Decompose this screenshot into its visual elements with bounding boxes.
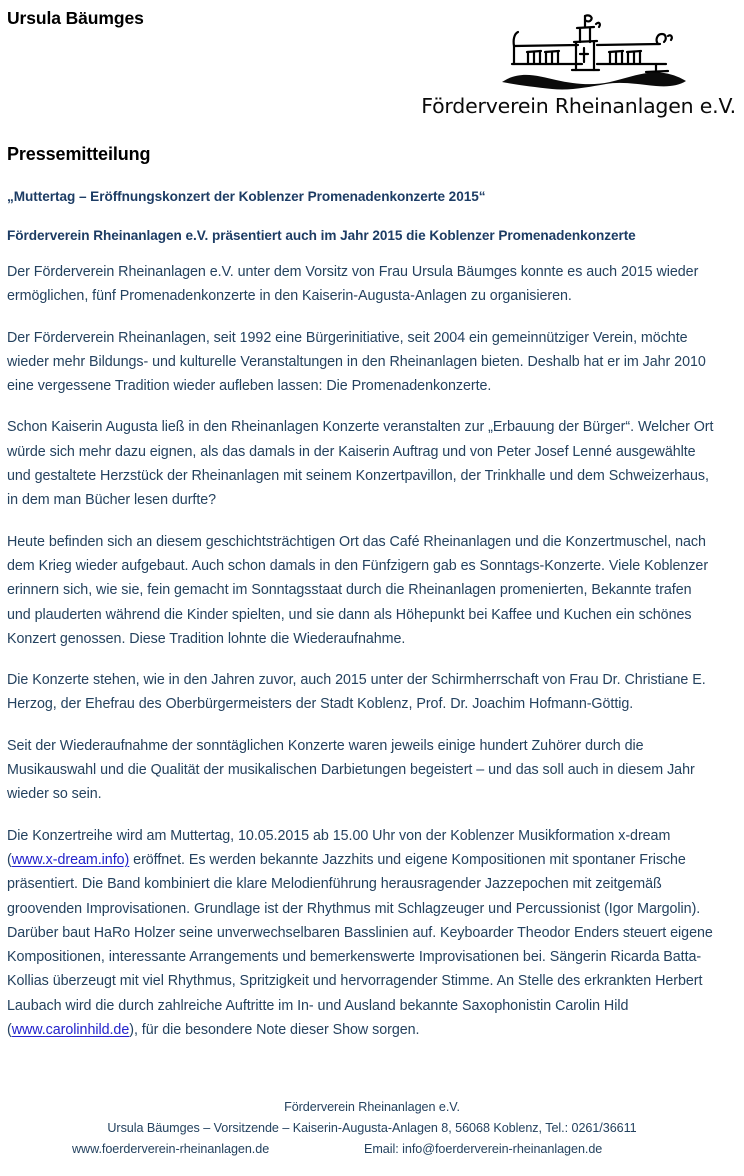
footer-address: Ursula Bäumges – Vorsitzende – Kaiserin-Augusta-Anlagen 8, 56068 Koblenz, Tel.: 0261/36611 (107, 1121, 637, 1135)
document-subtitle-lead: Förderverein Rheinanlagen e.V. präsentiert auch im Jahr 2015 die Koblenzer Promenadenkonzerte (7, 228, 636, 243)
paragraph-5: Die Konzerte stehen, wie in den Jahren zuvor, auch 2015 unter der Schirmherrschaft von Frau Dr. Christiane E. Herzog, der Ehefrau des Oberbürgermeisters der Stadt Koblenz, Prof. Dr. Joachim Hofmann-Göttig. (7, 672, 706, 713)
paragraph-1: Der Förderverein Rheinanlagen e.V. unter dem Vorsitz von Frau Ursula Bäumges konnte es auch 2015 wieder ermöglichen, fünf Promenadenkonzerte in den Kaiserin-Augusta-Anlagen zu organisieren. (7, 264, 699, 305)
paragraph-6: Seit der Wiederaufnahme der sonntäglichen Konzerte waren jeweils einige hundert Zuhörer durch die Musikauswahl und die Qualität der musikalischen Darbietungen begeistert – und das soll auch in diesem Jahr wieder so sein. (7, 737, 695, 803)
organization-wordmark: Förderverein Rheinanlagen e.V. (421, 94, 736, 118)
carolin-hild-website-link[interactable]: www.carolinhild.de (11, 1022, 130, 1039)
paragraph-3: Schon Kaiserin Augusta ließ in den Rheinanlagen Konzerte veranstalten zur „Erbauung der Bürger“. Welcher Ort würde sich mehr dazu eignen, als das damals in der Kaiserin Auftrag und von Peter Josef Lenné ausgewählte und gestaltete Herzstück der Rheinanlagen mit seinem Konzertpavillon, der Trinkhalle und dem Schweizerhaus, in dem man Bücher lesen durfte? (7, 419, 714, 509)
paragraph-7-text-before-link: Die Konzertreihe wird am Muttertag, 10.05.2015 ab 15.00 Uhr von der Koblenzer Musikformation x-dream ( (7, 827, 671, 868)
page-title: Pressemitteilung (7, 144, 151, 164)
body-copy (7, 260, 716, 1042)
letterhead (6, 6, 736, 136)
paragraph-7-text-after-link: ), für die besondere Note dieser Show sorgen. (129, 1022, 420, 1039)
paragraph-2: Der Förderverein Rheinanlagen, seit 1992 eine Bürgerinitiative, seit 2004 ein gemeinnütziger Verein, möchte wieder mehr Bildungs- und kulturelle Veranstaltungen in den Rheinanlagen bieten. Deshalb hat er im Jahr 2010 eine vergessene Tradition wieder aufleben lassen: Die Promenadenkonzerte. (7, 329, 706, 395)
paragraph-4: Heute befinden sich an diesem geschichtsträchtigen Ort das Café Rheinanlagen und die Konzertmuschel, nach dem Krieg wieder aufgebaut. Auch schon damals in den Fünfzigern gab es Sonntags-Konzerte. Viele Koblenzer erinnern sich, wie sie, fein gemacht im Sonntagsstaat durch die Rheinanlagen promenierten, Bekannte trafen und plauderten während die Kinder spielten, und sie dann als Höhepunkt bei Kaffee und Kuchen ein schönes Konzert genossen. Diese Tradition lohnte die Wiederaufnahme. (7, 533, 709, 647)
footer-organization: Förderverein Rheinanlagen e.V. (284, 1100, 460, 1114)
x-dream-website-link[interactable]: www.x-dream.info) (11, 851, 130, 868)
author-name: Ursula Bäumges (7, 8, 144, 28)
organization-logo-block (386, 12, 736, 118)
footer-email[interactable]: Email: info@foerderverein-rheinanlagen.de (364, 1142, 603, 1156)
footer-contact-row (72, 1139, 672, 1160)
river-silhouette (502, 72, 686, 89)
castle-river-logo-icon (498, 12, 688, 92)
document-subtitle-quote: „Muttertag – Eröffnungskonzert der Koblenzer Promenadenkonzerte 2015“ (7, 189, 486, 204)
paragraph-7 (7, 824, 716, 1043)
document-footer (0, 1097, 744, 1160)
paragraph-7-text-middle: eröffnet. Es werden bekannte Jazzhits und eigene Kompositionen mit spontaner Frische präsentiert. Die Band kombiniert die klare Melodienführung herausragender Jazzepochen mit zeitgemäß groovenden Improvisationen. Grundlage ist der Rhythmus mit Schlagzeuger und Percussionist (Igor Margolin). Darüber baut HaRo Holzer seine unverwechselbaren Basslinien auf. Keyboarder Theodor Enders steuert eigene Kompositionen, interessante Arrangements und bemerkenswerte Improvisationen bei. Sängerin Ricarda Batta-Kollias überzeugt mit viel Rhythmus, Spritzigkeit und hervorragender Stimme. An Stelle des erkrankten Herbert Laubach wird die durch zahlreiche Auftritte im In- und Ausland bekannte Saxophonistin Carolin Hild ( (7, 851, 713, 1039)
footer-website[interactable]: www.foerderverein-rheinanlagen.de (72, 1142, 270, 1156)
